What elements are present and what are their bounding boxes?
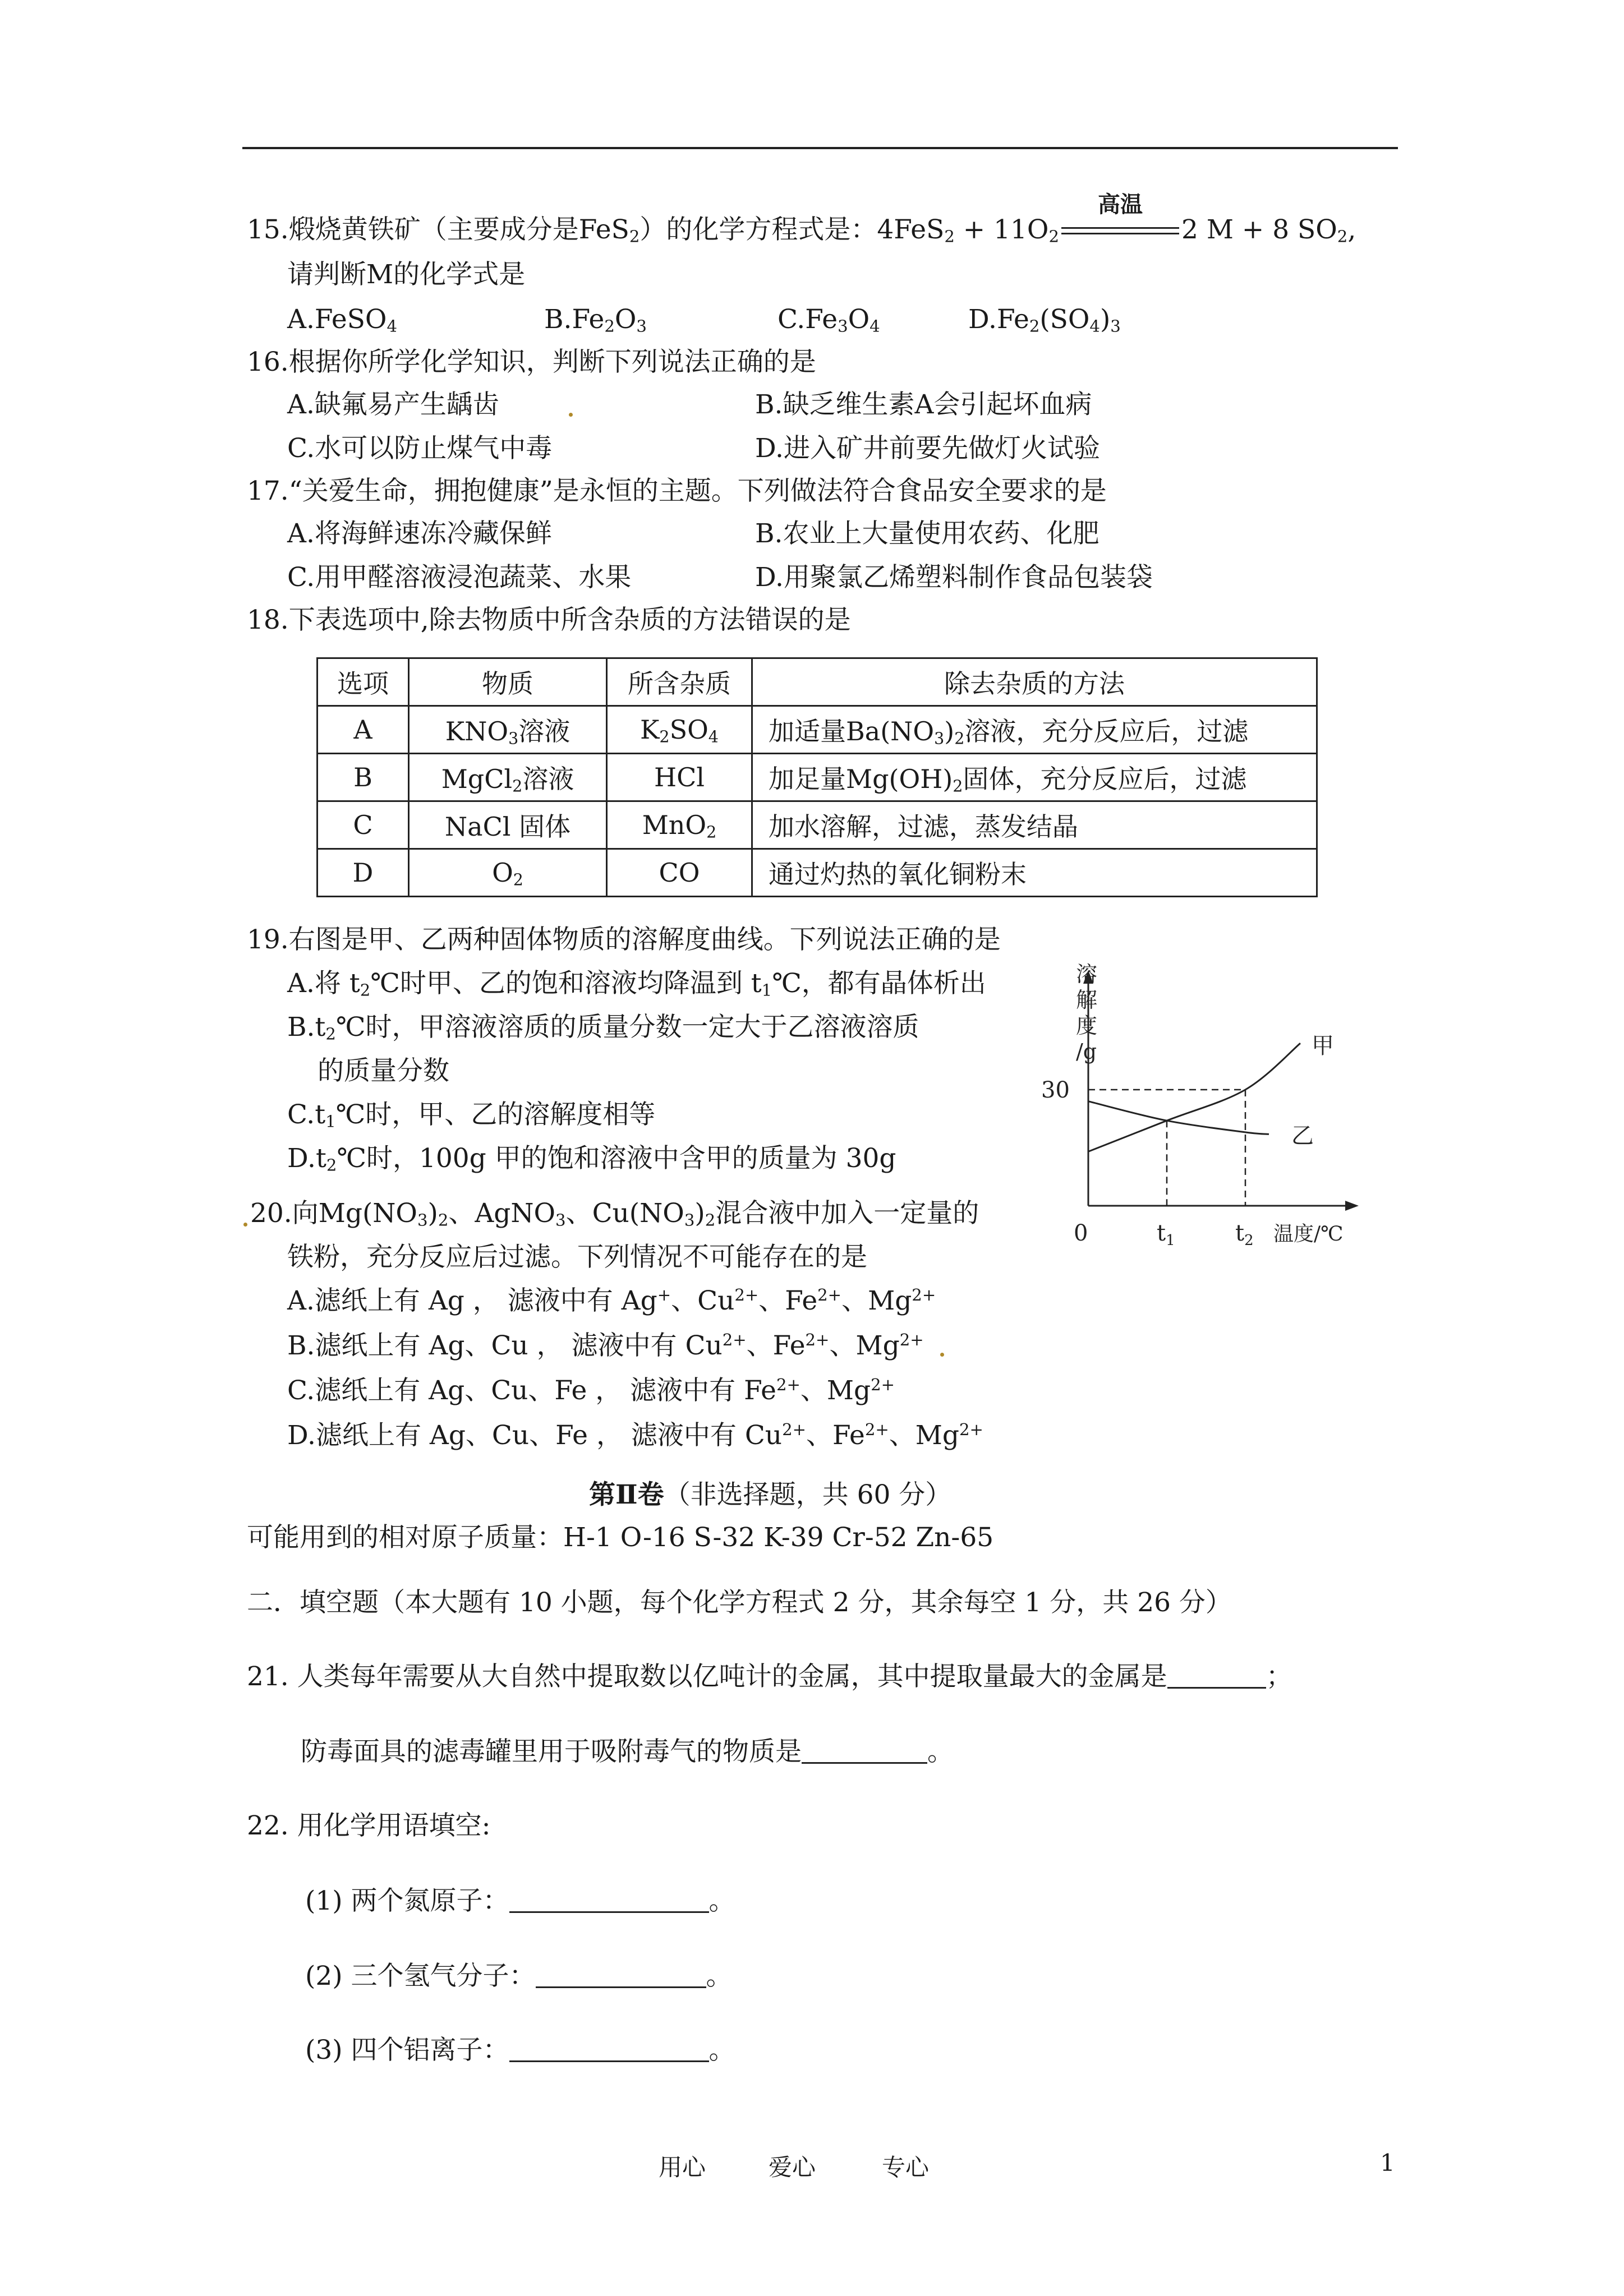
cell-text: MnO: [642, 810, 707, 840]
answer-blank[interactable]: [536, 1962, 706, 1988]
reaction-condition-arrow: [1061, 192, 1179, 243]
cell-sub: 2: [706, 823, 717, 842]
answer-blank[interactable]: [509, 1887, 709, 1913]
q16-stem: 16.根据你所学化学知识，判断下列说法正确的是: [247, 347, 816, 377]
table-row: [318, 754, 1317, 801]
opt-text: ): [1099, 304, 1111, 335]
q15-text-d: 2 M + 8 SO: [1181, 214, 1337, 245]
part2-title-rest: （非选择题，共 60 分）: [664, 1479, 952, 1510]
table-cell: NaCl 固体: [409, 801, 607, 849]
answer-blank[interactable]: [1167, 1662, 1266, 1689]
cell-text: 溶液，充分反应后，过滤: [964, 716, 1249, 746]
q19-option-d: [287, 1142, 896, 1175]
opt-text: Mg: [915, 1420, 960, 1451]
y-tick-label: 30: [1041, 1077, 1070, 1103]
answer-blank[interactable]: [509, 2036, 709, 2062]
cell-sub: 3: [508, 729, 519, 748]
q15-option-a: [287, 303, 397, 336]
q21-text: 防毒面具的滤毒罐里用于吸附毒气的物质是: [301, 1736, 802, 1767]
q16-option-a: A.缺氟易产生龋齿: [287, 389, 499, 420]
table-row: [318, 801, 1317, 849]
opt-text: O: [614, 304, 637, 335]
q19-option-c: [287, 1098, 655, 1132]
table-header: 选项: [318, 658, 409, 706]
opt-text: 、: [841, 1285, 868, 1316]
opt-sup: +: [657, 1285, 671, 1304]
footer-motto-2: 爱心: [769, 2154, 816, 2181]
opt-text: Mg: [868, 1285, 912, 1316]
opt-text: 、: [671, 1285, 698, 1316]
opt-sub: 3: [636, 316, 647, 336]
q15-stem: [247, 192, 1356, 247]
opt-text: Fe: [832, 1420, 865, 1451]
opt-text: A.滤纸上有 Ag ， 滤液中有 Ag: [287, 1285, 657, 1316]
q18-stem: 18.下表选项中,除去物质中所含杂质的方法错误的是: [247, 605, 851, 635]
cell-text: ): [944, 716, 955, 746]
speck: [243, 1223, 247, 1227]
q15-text-a: 15.煅烧黄铁矿（主要成分是FeS: [247, 214, 629, 245]
opt-text: 、: [806, 1420, 832, 1451]
cell-sub: 3: [934, 729, 945, 748]
q15-option-d: [968, 303, 1121, 336]
q15-sub: 2: [629, 227, 640, 246]
series-label: 甲: [1312, 1033, 1334, 1059]
q15-stem-line2: 请判断M的化学式是: [287, 259, 526, 290]
footer-motto-1: 用心: [659, 2154, 706, 2181]
opt-sub: 2: [325, 1024, 336, 1044]
stem-text: ): [427, 1198, 438, 1229]
q16-option-d: D.进入矿井前要先做灯火试验: [755, 433, 1100, 464]
opt-text: ℃时甲、乙的饱和溶液均降温到 t: [370, 968, 762, 999]
q17-option-b: B.农业上大量使用农药、化肥: [755, 518, 1099, 549]
q21-line2: [301, 1735, 954, 1769]
answer-blank[interactable]: [802, 1737, 927, 1764]
table-row: [318, 849, 1317, 897]
q19-stem: 19.右图是甲、乙两种固体物质的溶解度曲线。下列说法正确的是: [247, 924, 1001, 955]
cell-text: 加足量Mg(OH): [769, 764, 953, 794]
opt-text: 、: [889, 1420, 915, 1451]
speck: [569, 413, 573, 417]
item-text: (2) 三个氢气分子：: [305, 1961, 536, 1991]
opt-sup: 2+: [864, 1419, 889, 1439]
opt-sub: 2: [326, 1155, 337, 1175]
q15-option-c: [778, 303, 880, 336]
stem-sub: 3: [684, 1210, 695, 1230]
item-text: (3) 四个铝离子：: [305, 2035, 509, 2066]
q21-text-end: 。: [927, 1736, 954, 1767]
cell-text: KNO: [445, 716, 509, 746]
x-axis-label: 温度/℃: [1273, 1223, 1344, 1246]
stem-sub: 3: [417, 1210, 428, 1230]
q22-item-1: [305, 1884, 735, 1918]
opt-text: C.滤纸上有 Ag、Cu、Fe ， 滤液中有 Fe: [287, 1375, 776, 1406]
table-cell: [409, 706, 607, 754]
table-cell: A: [318, 706, 409, 754]
q19-option-b: [287, 1011, 919, 1044]
condition-label: 高温: [1097, 192, 1143, 218]
q15-text-e: ,: [1347, 214, 1356, 245]
opt-text: 、: [746, 1330, 773, 1361]
opt-text: Fe: [772, 1330, 806, 1361]
atomic-mass-line: 可能用到的相对原子质量：H-1 O-16 S-32 K-39 Cr-52 Zn-65: [247, 1522, 994, 1553]
stem-text: 20.向Mg(NO: [250, 1198, 417, 1229]
speck: [940, 1353, 944, 1357]
y-axis-label-char: 度: [1076, 1013, 1098, 1038]
q22-item-2: [305, 1960, 733, 1993]
opt-text: Cu: [697, 1285, 735, 1316]
q16-option-c: C.水可以防止煤气中毒: [287, 433, 553, 464]
opt-sup: 2+: [912, 1285, 936, 1304]
opt-text: ℃时，100g 甲的饱和溶液中含甲的质量为 30g: [337, 1143, 896, 1174]
item-end: 。: [706, 1961, 733, 1991]
cell-text: 溶液: [518, 716, 571, 746]
stem-text: 、AgNO: [448, 1198, 556, 1229]
opt-text: O: [848, 304, 870, 335]
item-end: 。: [709, 1885, 735, 1916]
header-rule: [242, 147, 1398, 149]
series-label: 乙: [1291, 1123, 1314, 1149]
opt-text: D.t: [287, 1143, 326, 1174]
x-tick-label: $t_1$: [1157, 1220, 1175, 1249]
opt-sup: 2+: [776, 1375, 801, 1394]
q15-sub: 2: [1048, 227, 1059, 246]
opt-text: B.t: [287, 1012, 326, 1043]
opt-text: ℃，都有晶体析出: [772, 968, 986, 999]
opt-text: D.滤纸上有 Ag、Cu、Fe ， 滤液中有 Cu: [287, 1420, 783, 1451]
stem-text: ): [694, 1198, 705, 1229]
opt-sub: 4: [869, 316, 880, 336]
impurity-table: [316, 657, 1318, 897]
table-header-row: [318, 658, 1317, 706]
q17-option-c: C.用甲醛溶液浸泡蔬菜、水果: [287, 562, 632, 593]
opt-sub: 4: [387, 316, 397, 336]
table-row: [318, 706, 1317, 754]
q15-text-c: + 11O: [954, 214, 1049, 245]
q15-sub: 2: [944, 227, 955, 246]
opt-sub: 3: [838, 316, 848, 336]
table-cell: HCl: [607, 754, 752, 801]
cell-text: SO: [669, 714, 709, 745]
cell-sub: 2: [954, 729, 965, 748]
q22-item-3: [305, 2034, 735, 2067]
cell-text: 加适量Ba(NO: [769, 716, 935, 746]
series-line-1: [1088, 1043, 1300, 1151]
stem-sub: 3: [555, 1210, 566, 1230]
stem-text: 、Cu(NO: [565, 1198, 684, 1229]
q15-text-b: ）的化学方程式是：4FeS: [640, 214, 945, 245]
table-cell: [607, 801, 752, 849]
origin-label: 0: [1074, 1220, 1088, 1246]
solubility-chart: [1038, 959, 1374, 1273]
q19-option-a: [287, 967, 986, 1001]
table-cell: [409, 849, 607, 897]
table-header: 除去杂质的方法: [752, 658, 1317, 706]
opt-sup: 2+: [805, 1330, 830, 1349]
q20-stem-line2: 铁粉，充分反应后过滤。下列情况不可能存在的是: [287, 1242, 867, 1273]
cell-sub: 2: [512, 777, 523, 796]
opt-text: ℃时，甲、乙的溶解度相等: [335, 1099, 656, 1130]
y-axis-label-char: 溶: [1076, 962, 1098, 986]
opt-text: B.滤纸上有 Ag、Cu ， 滤液中有 Cu: [287, 1330, 723, 1361]
opt-sub: 1: [325, 1112, 336, 1131]
opt-text: Mg: [826, 1375, 871, 1406]
table-cell: 通过灼热的氧化铜粉末: [752, 849, 1317, 897]
opt-sup: 2+: [722, 1330, 747, 1349]
q20-stem: [250, 1197, 979, 1230]
q17-stem: 17.“关爱生命，拥抱健康”是永恒的主题。下列做法符合食品安全要求的是: [247, 476, 1107, 506]
q16-option-b: B.缺乏维生素A会引起坏血病: [755, 389, 1092, 420]
opt-text: (SO: [1039, 304, 1090, 335]
y-axis-label-char: 解: [1076, 988, 1098, 1012]
table-cell: [752, 706, 1317, 754]
section2-heading: 二．填空题（本大题有 10 小题，每个化学方程式 2 分，其余每空 1 分，共 26 分）: [247, 1587, 1232, 1618]
table-cell: B: [318, 754, 409, 801]
footer-motto-3: 专心: [882, 2154, 930, 2181]
q20-option-b: [287, 1329, 924, 1363]
cell-sub: 2: [953, 777, 963, 796]
q15-sub: 2: [1337, 227, 1348, 246]
stem-text: 混合液中加入一定量的: [715, 1198, 979, 1229]
opt-text: C.Fe: [778, 304, 838, 335]
x-axis-arrow: [1345, 1201, 1359, 1211]
q21-line1: [247, 1660, 1292, 1694]
table-cell: [752, 754, 1317, 801]
opt-text: Mg: [855, 1330, 900, 1361]
opt-sup: 2+: [899, 1330, 924, 1349]
cell-text: 溶液: [522, 764, 574, 794]
q21-text-end: ；: [1266, 1661, 1292, 1692]
table-cell: [409, 754, 607, 801]
opt-text: B.Fe: [544, 304, 605, 335]
q15-option-b: [544, 303, 647, 336]
opt-text: C.t: [287, 1099, 326, 1130]
cell-sub: 2: [659, 727, 670, 746]
opt-text: ℃时，甲溶液溶质的质量分数一定大于乙溶液溶质: [335, 1012, 919, 1043]
q17-option-a: A.将海鲜速冻冷藏保鲜: [287, 518, 552, 549]
opt-sub: 4: [1089, 316, 1100, 336]
cell-text: 固体，充分反应后，过滤: [963, 764, 1247, 794]
opt-text: 、: [829, 1330, 856, 1361]
item-end: 。: [709, 2035, 735, 2066]
item-text: (1) 两个氮原子：: [305, 1885, 509, 1916]
series-line-2: [1088, 1101, 1269, 1135]
table-cell: [607, 706, 752, 754]
q21-text: 21. 人类每年需要从大自然中提取数以亿吨计的金属，其中提取量最大的金属是: [247, 1661, 1167, 1692]
q20-option-c: [287, 1374, 895, 1408]
q22-stem: 22. 用化学用语填空:: [247, 1810, 491, 1841]
stem-sub: 2: [438, 1210, 449, 1230]
opt-sub: 2: [1029, 316, 1040, 336]
chart-axes: [1083, 970, 1359, 1211]
opt-text: 、: [800, 1375, 827, 1406]
opt-sup: 2+: [817, 1285, 842, 1304]
stem-sub: 2: [705, 1210, 716, 1230]
cell-text: MgCl: [441, 764, 513, 794]
part2-title-bold: 第Ⅱ卷: [589, 1479, 664, 1510]
opt-text: 、: [758, 1285, 785, 1316]
opt-sup: 2+: [871, 1375, 895, 1394]
opt-sub: 3: [1110, 316, 1121, 336]
opt-sup: 2+: [782, 1419, 806, 1439]
opt-text: D.Fe: [968, 304, 1029, 335]
table-cell: C: [318, 801, 409, 849]
opt-sub: 1: [761, 980, 772, 1000]
chart-curves: [1088, 1043, 1300, 1151]
page-number: 1: [1380, 2149, 1395, 2177]
part2-title: [589, 1478, 951, 1512]
table-header: 所含杂质: [607, 658, 752, 706]
opt-text: A.将 t: [287, 968, 360, 999]
q17-option-d: D.用聚氯乙烯塑料制作食品包装袋: [755, 562, 1153, 593]
table-cell: D: [318, 849, 409, 897]
q20-option-d: [287, 1419, 983, 1453]
q20-option-a: [287, 1284, 936, 1318]
cell-sub: 4: [708, 727, 719, 746]
opt-text: Fe: [785, 1285, 818, 1316]
cell-text: K: [640, 714, 660, 745]
opt-sup: 2+: [959, 1419, 983, 1439]
table-header: 物质: [409, 658, 607, 706]
opt-sub: 2: [604, 316, 615, 336]
y-axis-label-char: /g: [1076, 1039, 1097, 1064]
cell-sub: 2: [513, 870, 523, 889]
opt-text: A.FeSO: [287, 304, 387, 335]
x-tick-label: $t_2$: [1235, 1220, 1254, 1249]
opt-sub: 2: [360, 980, 371, 1000]
q19-option-b-cont: 的质量分数: [318, 1055, 449, 1086]
cell-text: O: [492, 857, 513, 888]
table-cell: 加水溶解，过滤，蒸发结晶: [752, 801, 1317, 849]
opt-sup: 2+: [734, 1285, 759, 1304]
table-cell: CO: [607, 849, 752, 897]
